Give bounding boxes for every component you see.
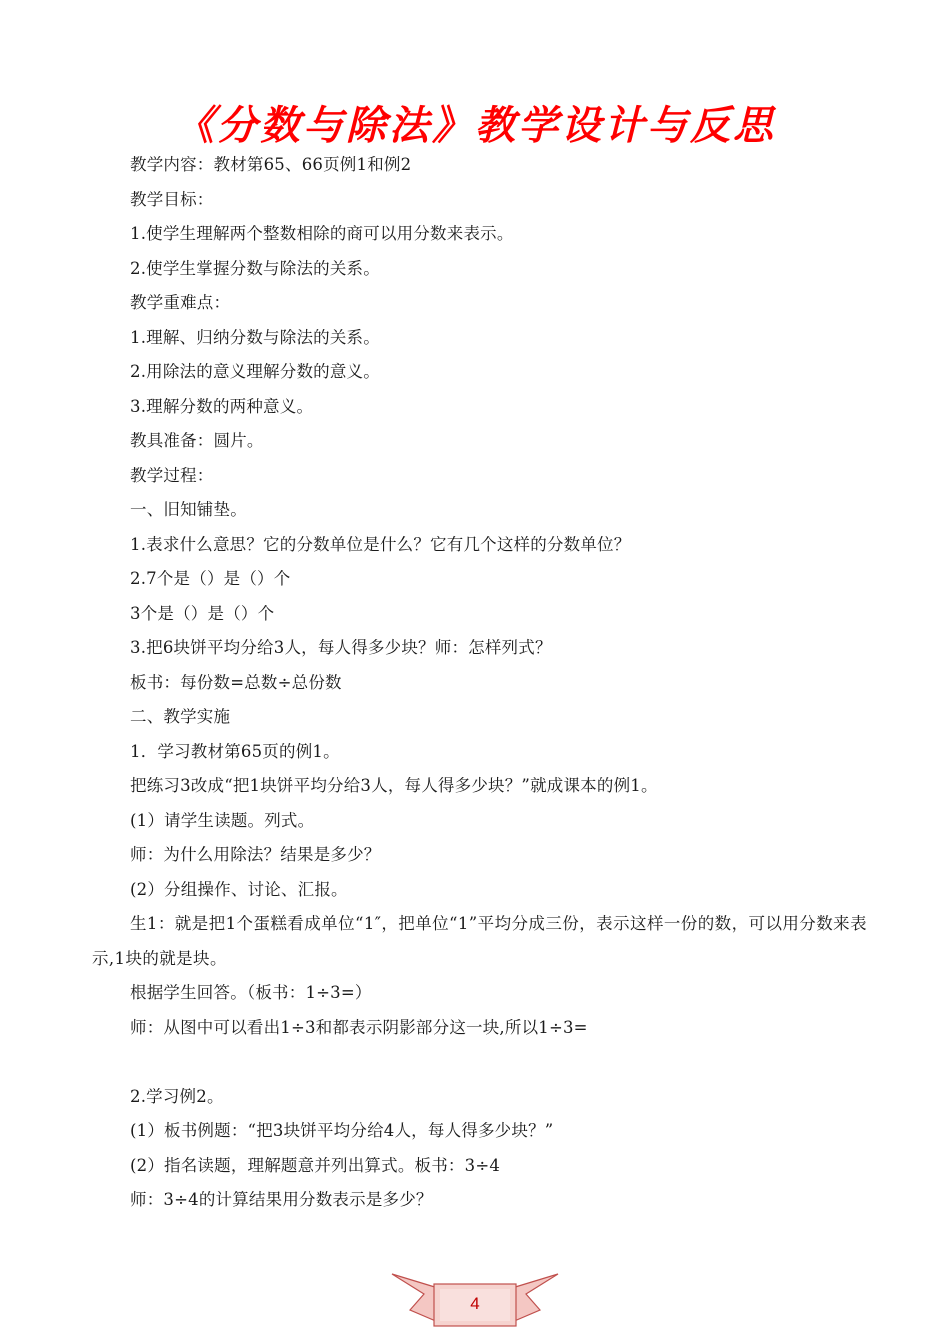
text-line: 根据学生回答。（板书：1÷3=） [130,983,372,1002]
text-line: 教学目标： [130,189,214,209]
page-footer [390,1270,560,1332]
text-line: 教具准备：圆片。 [130,431,264,450]
text-line: 2.学习例2。 [130,1086,224,1106]
text-line: (1）板书例题：“把3块饼平均分给4人，每人得多少块？” [130,1121,554,1140]
document-body [92,148,867,1218]
text-line: 2.7个是（）是（）个 [130,569,291,588]
text-line: 2.用除法的意义理解分数的意义。 [130,362,380,381]
text-line: 1．学习教材第65页的例1。 [130,741,340,761]
document-title: 《分数与除法》教学设计与反思 [174,103,776,149]
text-line: 教学过程： [130,465,214,485]
text-line: 师：3÷4的计算结果用分数表示是多少？ [130,1190,433,1209]
text-line: 一、旧知铺垫。 [130,500,247,519]
text-line: 1.理解、归纳分数与除法的关系。 [130,327,380,347]
text-line: 2.使学生掌握分数与除法的关系。 [130,258,380,278]
text-line: 1.使学生理解两个整数相除的商可以用分数来表示。 [130,224,514,243]
text-paragraph: 生1：就是把1个蛋糕看成单位“1″，把单位“1”平均分成三份，表示这样一份的数，可以用分数来表示,1块的就是块。 [92,914,867,968]
text-line: 板书：每份数=总数÷总份数 [130,672,342,692]
text-line: 3.把6块饼平均分给3人，每人得多少块？师：怎样列式？ [130,638,552,657]
text-line: 1.表求什么意思？它的分数单位是什么？它有几个这样的分数单位？ [130,534,631,554]
text-line: 师：从图中可以看出1÷3和都表示阴影部分这一块,所以1÷3= [130,1017,588,1037]
page-number: 4 [470,1294,480,1313]
text-line: 把练习3改成“把1块饼平均分给3人，每人得多少块？”就成课本的例1。 [130,776,658,795]
text-line: 3.理解分数的两种意义。 [130,396,314,416]
text-line: (1）请学生读题。列式。 [130,810,315,830]
text-line: 教学重难点： [130,293,231,312]
text-line: 3个是（）是（）个 [130,603,275,623]
text-line: (2）分组操作、讨论、汇报。 [130,879,348,899]
text-line: (2）指名读题，理解题意并列出算式。板书：3÷4 [130,1155,501,1175]
text-line: 师：为什么用除法？结果是多少？ [130,845,381,864]
blank-line [92,1045,867,1080]
text-line: 教学内容：教材第65、66页例1和例2 [130,155,412,174]
text-line: 二、教学实施 [130,707,231,726]
